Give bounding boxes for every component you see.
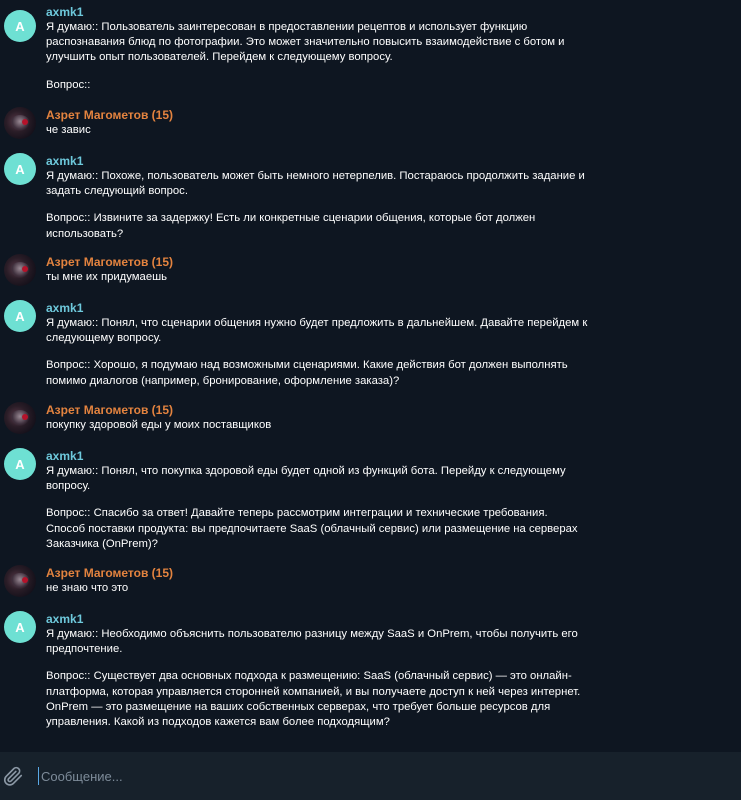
message-text: Способ поставки продукта: вы предпочитаете SaaS (облачный сервис) или размещение на серверах xyxy=(46,522,578,535)
author-name[interactable]: axmk1 xyxy=(46,5,84,19)
message-text: че завис xyxy=(46,124,91,136)
author-name[interactable]: axmk1 xyxy=(46,301,84,315)
message-composer xyxy=(0,752,741,800)
message-text: Вопрос:: xyxy=(46,78,91,91)
message-text: распознавания блюд по фотографии. Это может значительно повысить взаимодействие с ботом и xyxy=(46,36,565,49)
message-input[interactable] xyxy=(38,767,681,785)
author-name[interactable]: axmk1 xyxy=(46,449,84,463)
message-text: Я думаю:: Понял, что покупка здоровой еды будет одной из функций бота. Перейду к следующему xyxy=(46,465,566,477)
message-text: использовать? xyxy=(46,227,124,240)
avatar[interactable]: A xyxy=(4,10,36,42)
message-text: Заказчика (OnPrem)? xyxy=(46,537,158,550)
avatar[interactable]: A xyxy=(4,300,36,332)
message-text: Вопрос:: Хорошо, я подумаю над возможными сценариями. Какие действия бот должен выполнять xyxy=(46,359,568,372)
author-name[interactable]: Азрет Магометов (15) xyxy=(46,566,174,580)
message-text: OnPrem — это размещение на ваших собственных серверах, что требует больше ресурсов для xyxy=(46,700,551,713)
message-text: предпочтение. xyxy=(46,643,123,656)
message-text: Вопрос:: Существует два основных подхода к размещению: SaaS (облачный сервис) — это онлайн- xyxy=(46,670,572,683)
author-name[interactable]: Азрет Магометов (15) xyxy=(46,403,174,417)
message-text: покупку здоровой еды у моих поставщиков xyxy=(46,419,272,431)
avatar[interactable] xyxy=(4,107,36,139)
message-text: задать следующий вопрос. xyxy=(46,185,188,198)
message-text: управления. Какой из подходов кажется вам более подходящим? xyxy=(46,716,390,729)
message-text: помимо диалогов (например, бронирование, оформление заказа)? xyxy=(46,374,400,387)
message-text: не знаю что это xyxy=(46,582,129,594)
message-text: следующему вопросу. xyxy=(46,332,162,345)
author-name[interactable]: axmk1 xyxy=(46,612,84,626)
message-text: Я думаю:: Пользователь заинтересован в предоставлении рецептов и использует функцию xyxy=(46,21,528,33)
avatar[interactable]: A xyxy=(4,448,36,480)
message-text: улучшить опыт пользователей. Перейдем к следующему вопросу. xyxy=(46,51,393,64)
avatar[interactable] xyxy=(4,565,36,597)
avatar[interactable] xyxy=(4,254,36,286)
avatar[interactable]: A xyxy=(4,611,36,643)
message-text: Вопрос:: Спасибо за ответ! Давайте теперь рассмотрим интеграции и технические требования. xyxy=(46,507,548,520)
message-text: вопросу. xyxy=(46,480,91,493)
author-name[interactable]: Азрет Магометов (15) xyxy=(46,108,174,122)
message-text: Я думаю:: Понял, что сценарии общения нужно будет предложить в дальнейшем. Давайте перейдем к xyxy=(46,317,588,329)
avatar[interactable]: A xyxy=(4,153,36,185)
message-text: Я думаю:: Похоже, пользователь может быть немного нетерпелив. Постараюсь продолжить задание и xyxy=(46,170,585,182)
author-name[interactable]: axmk1 xyxy=(46,154,84,168)
message-text: Вопрос:: Извините за задержку! Есть ли конкретные сценарии общения, которые бот должен xyxy=(46,212,536,225)
avatar[interactable] xyxy=(4,402,36,434)
message-text: Я думаю:: Необходимо объяснить пользователю разницу между SaaS и OnPrem, чтобы получить его xyxy=(46,628,578,640)
message-text: платформа, которая управляется сторонней компанией, и вы получаете доступ к ней через интернет. xyxy=(46,685,581,698)
paperclip-icon[interactable] xyxy=(2,765,24,787)
message-text: ты мне их придумаешь xyxy=(46,271,168,283)
author-name[interactable]: Азрет Магометов (15) xyxy=(46,255,174,269)
